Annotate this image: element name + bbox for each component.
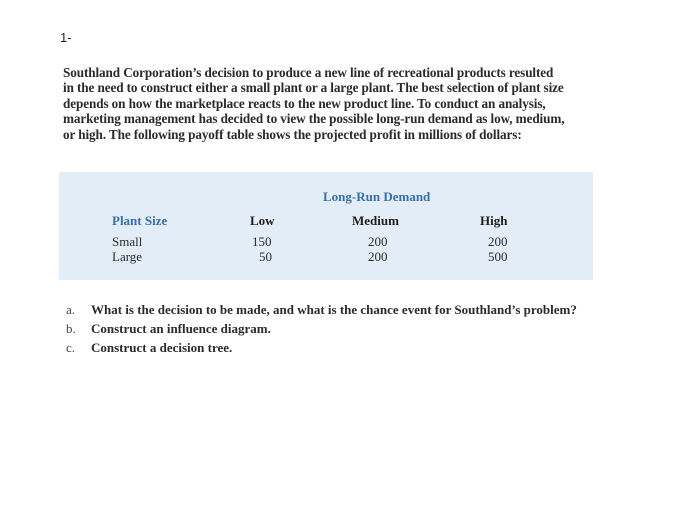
group-header-long-run-demand: Long-Run Demand — [323, 189, 431, 204]
cell-small-high: 200 — [488, 234, 508, 249]
column-header-high: High — [480, 213, 508, 228]
cell-small-low: 150 — [252, 234, 272, 249]
statement-line: Southland Corporation’s decision to produce a new line of recreational products resulted — [63, 65, 554, 80]
question-item — [66, 319, 577, 338]
question-text: Construct an influence diagram. — [91, 321, 271, 336]
statement-line: in the need to construct either a small plant or a large plant. The best selection of plant size — [63, 80, 564, 96]
question-text: Construct a decision tree. — [91, 340, 233, 355]
column-header-medium: Medium — [352, 213, 399, 228]
question-item — [66, 300, 577, 319]
question-letter: c. — [66, 340, 76, 355]
cell-large-low: 50 — [259, 249, 272, 264]
cell-small-medium: 200 — [368, 234, 388, 249]
question-text: What is the decision to be made, and what is the chance event for Southland’s problem? — [91, 302, 577, 317]
question-letter: a. — [66, 302, 76, 317]
problem-number: 1- — [60, 30, 72, 45]
cell-large-medium: 200 — [368, 249, 388, 264]
row-header-plant-size: Plant Size — [112, 213, 168, 228]
question-item — [66, 338, 577, 357]
question-letter: b. — [66, 321, 76, 336]
statement-line: depends on how the marketplace reacts to the new product line. To conduct an analysis, — [63, 95, 546, 111]
cell-large-high: 500 — [488, 249, 508, 264]
column-header-low: Low — [250, 213, 275, 228]
question-list — [66, 300, 577, 357]
row-label-large: Large — [112, 249, 143, 264]
statement-line: or high. The following payoff table shows the projected profit in millions of dollars: — [63, 126, 522, 142]
payoff-table — [59, 172, 593, 280]
row-label-small: Small — [112, 234, 143, 249]
statement-line: marketing management has decided to view the possible long-run demand as low, medium, — [63, 111, 565, 127]
problem-statement — [63, 65, 603, 142]
